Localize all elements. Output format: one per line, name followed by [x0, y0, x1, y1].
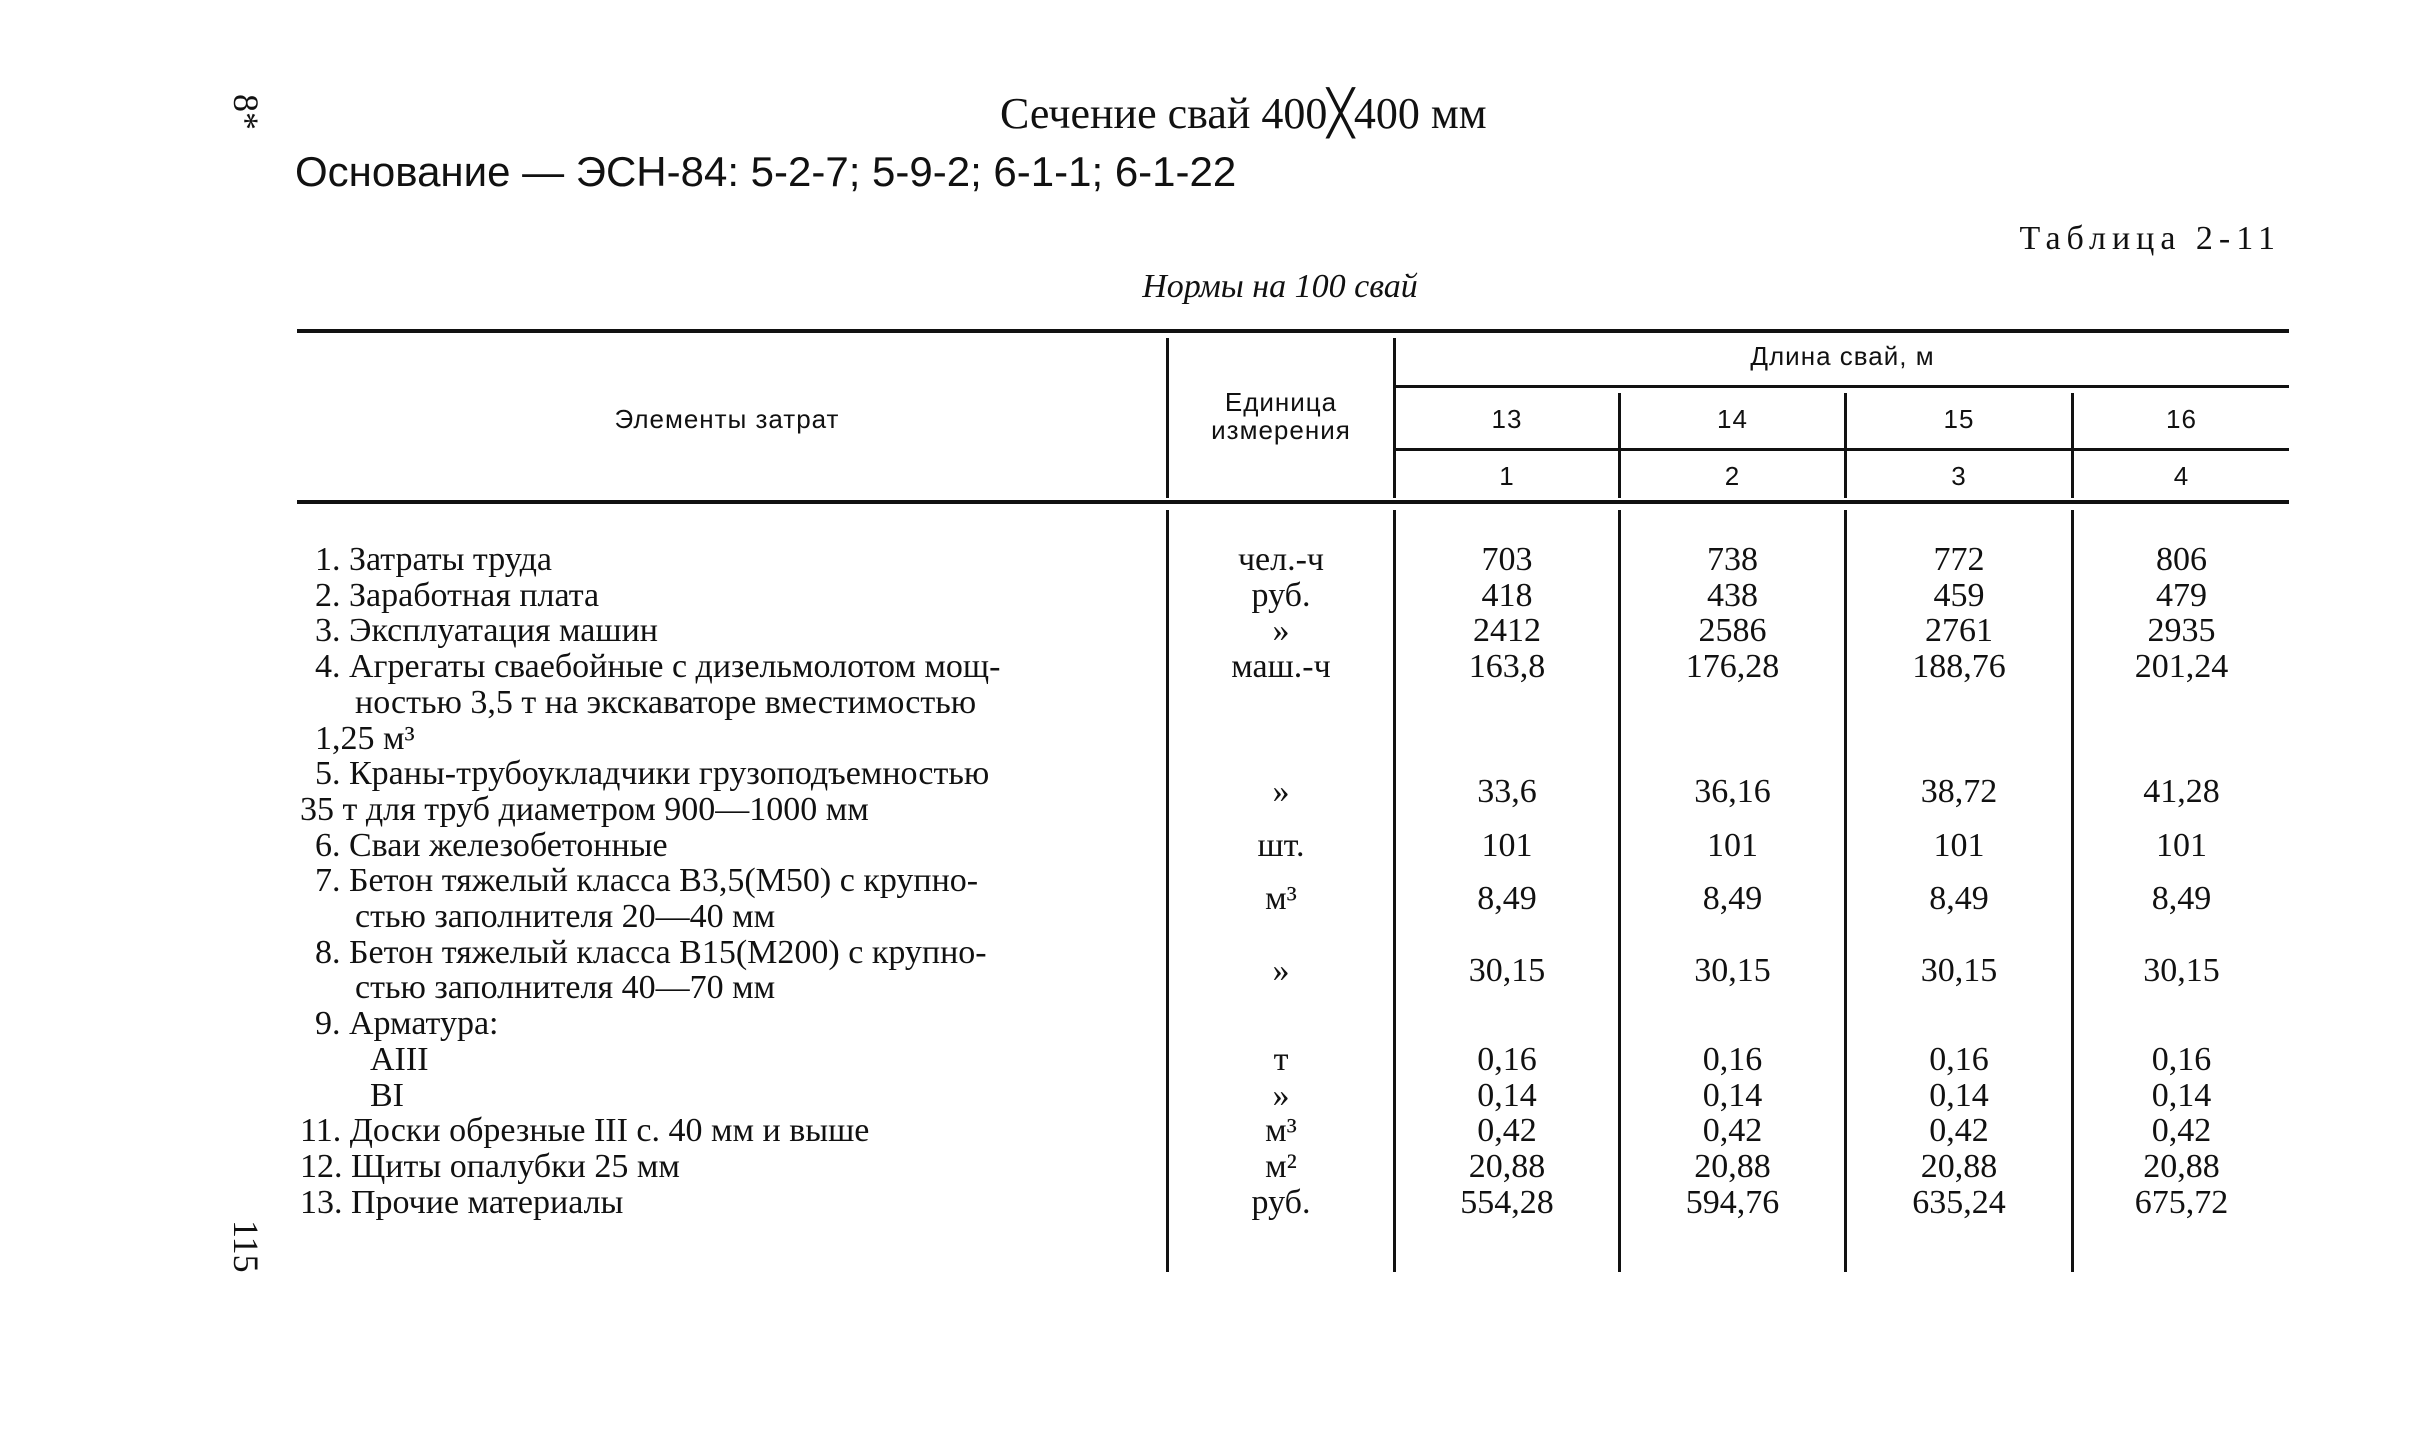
row-value: 30,15	[1694, 951, 1771, 989]
row-value: 772	[1933, 541, 1985, 578]
row-text-line: ностью 3,5 т на экскаваторе вместимостью	[355, 683, 977, 721]
row-text-line: 2. Заработная плата	[315, 576, 600, 614]
page-number: 115	[226, 1220, 266, 1273]
row-unit: »	[1272, 773, 1290, 811]
header-length: Длина свай, м	[1750, 341, 1935, 371]
row-text-line: 12. Щиты опалубки 25 мм	[300, 1147, 680, 1185]
row-value: 0,42	[1702, 1112, 1763, 1150]
table-top-rule	[297, 329, 2289, 333]
row-value: 30,15	[1920, 951, 1998, 989]
row-value: 2586	[1698, 612, 1767, 650]
header-length-14: 14	[1717, 404, 1748, 434]
row-value: 38,72	[1920, 773, 1998, 811]
row-value: 101	[2156, 826, 2207, 864]
row-value: 2935	[2147, 612, 2216, 650]
row-unit: маш.-ч	[1231, 648, 1331, 686]
row-value: 675,72	[2134, 1183, 2229, 1221]
row-value: 0,14	[1477, 1076, 1537, 1114]
row-value: 101	[1933, 826, 1985, 864]
row-value: 36,16	[1694, 773, 1771, 811]
row-text-line: 35 т для труб диаметром 900—1000 мм	[300, 790, 869, 828]
row-value: 479	[2156, 576, 2207, 614]
row-unit: т	[1273, 1040, 1289, 1078]
row-value: 8,49	[1477, 880, 1537, 918]
row-text-line: 5. Краны-трубоукладчики грузоподъемностью	[315, 755, 990, 793]
row-unit: м²	[1265, 1147, 1297, 1185]
row-value: 703	[1481, 541, 1533, 578]
row-text-line: 1. Затраты труда	[315, 541, 553, 578]
row-value: 8,49	[2151, 880, 2212, 918]
row-value: 0,42	[2151, 1112, 2212, 1150]
row-text-line: 13. Прочие материалы	[300, 1183, 624, 1221]
header-unit-line1: Единица	[1224, 387, 1338, 417]
row-text-line: 7. Бетон тяжелый класса В3,5(М50) с крупно-	[315, 862, 979, 900]
row-unit: чел.-ч	[1237, 541, 1325, 578]
row-text-line: 4. Агрегаты сваебойные с дизельмолотом мощ-	[315, 648, 1001, 686]
row-value: 20,88	[1694, 1147, 1771, 1185]
row-value: 30,15	[1468, 951, 1546, 989]
row-value: 438	[1707, 576, 1758, 614]
row-value: 30,15	[2143, 951, 2220, 989]
row-value: 554,28	[1460, 1183, 1554, 1221]
row-value: 459	[1933, 576, 1985, 614]
row-value: 738	[1707, 541, 1758, 578]
row-value: 0,14	[2151, 1076, 2212, 1114]
header-elements: Элементы затрат	[614, 404, 840, 434]
row-value: 635,24	[1912, 1183, 2006, 1221]
header-colnum-2: 2	[1724, 461, 1741, 491]
row-text-line: 6. Сваи железобетонные	[315, 826, 668, 864]
row-value: 0,14	[1929, 1076, 1989, 1114]
row-value: 41,28	[2143, 773, 2220, 811]
header-divider-unit	[1166, 338, 1169, 498]
row-value: 594,76	[1685, 1183, 1780, 1221]
row-text-line: 11. Доски обрезные III с. 40 мм и выше	[300, 1112, 870, 1150]
row-unit: руб.	[1251, 576, 1311, 614]
column-number-rule	[1393, 448, 2289, 451]
row-value: 20,88	[1468, 1147, 1546, 1185]
row-text-line: 8. Бетон тяжелый класса В15(М200) с крупно-	[315, 933, 987, 971]
row-unit: м³	[1265, 1112, 1297, 1150]
row-unit: »	[1272, 1076, 1290, 1114]
row-value: 0,16	[1477, 1040, 1537, 1078]
row-unit: »	[1272, 612, 1290, 650]
row-value: 2761	[1925, 612, 1993, 650]
table-number: Таблица 2-11	[2019, 220, 2281, 257]
row-value: 0,16	[1702, 1040, 1763, 1078]
row-text-line: BI	[370, 1076, 404, 1114]
row-value: 188,76	[1912, 648, 2006, 686]
row-value: 0,16	[2151, 1040, 2212, 1078]
header-length-13: 13	[1491, 404, 1523, 434]
row-value: 0,14	[1702, 1076, 1763, 1114]
row-value: 8,49	[1929, 880, 1989, 918]
row-value: 2412	[1473, 612, 1541, 650]
row-value: 0,16	[1929, 1040, 1989, 1078]
row-value: 176,28	[1685, 648, 1780, 686]
row-unit: шт.	[1257, 826, 1305, 864]
row-text-line: стью заполнителя 20—40 мм	[355, 898, 776, 935]
length-group-rule	[1393, 385, 2289, 388]
header-bottom-rule	[297, 500, 2289, 504]
header-unit-line2: измерения	[1211, 415, 1351, 445]
row-text-line: AIII	[370, 1040, 429, 1078]
row-value: 20,88	[1920, 1147, 1998, 1185]
row-value: 201,24	[2134, 648, 2229, 686]
row-value: 806	[2156, 541, 2207, 578]
row-value: 163,8	[1468, 648, 1546, 686]
row-value: 101	[1481, 826, 1533, 864]
row-value: 418	[1481, 576, 1533, 614]
table-caption: Нормы на 100 свай	[1142, 268, 1418, 305]
header-length-15: 15	[1943, 404, 1975, 434]
row-text-line: 3. Эксплуатация машин	[315, 612, 658, 650]
section-title: Сечение свай 400╳400 мм	[1000, 89, 1487, 138]
row-value: 33,6	[1477, 773, 1537, 811]
basis-line: Основание — ЭСН-84: 5-2-7; 5-9-2; 6-1-1; 6-1-22	[295, 148, 1237, 195]
body-divider-unit	[1166, 510, 1169, 1272]
row-value: 101	[1707, 826, 1758, 864]
row-text-line: стью заполнителя 40—70 мм	[355, 969, 776, 1007]
row-unit: руб.	[1251, 1183, 1311, 1221]
row-value: 0,42	[1929, 1112, 1989, 1150]
row-value: 0,42	[1477, 1112, 1537, 1150]
row-value: 20,88	[2143, 1147, 2220, 1185]
header-colnum-3: 3	[1951, 461, 1967, 491]
row-unit: »	[1272, 951, 1290, 989]
header-colnum-1: 1	[1499, 461, 1515, 491]
header-colnum-4: 4	[2173, 461, 2190, 491]
row-text-line: 1,25 м³	[315, 719, 415, 757]
row-value: 8,49	[1702, 880, 1763, 918]
signature-mark: 8*	[226, 94, 266, 130]
header-length-16: 16	[2166, 404, 2197, 434]
row-unit: м³	[1265, 880, 1297, 918]
row-text-line: 9. Арматура:	[315, 1005, 499, 1043]
